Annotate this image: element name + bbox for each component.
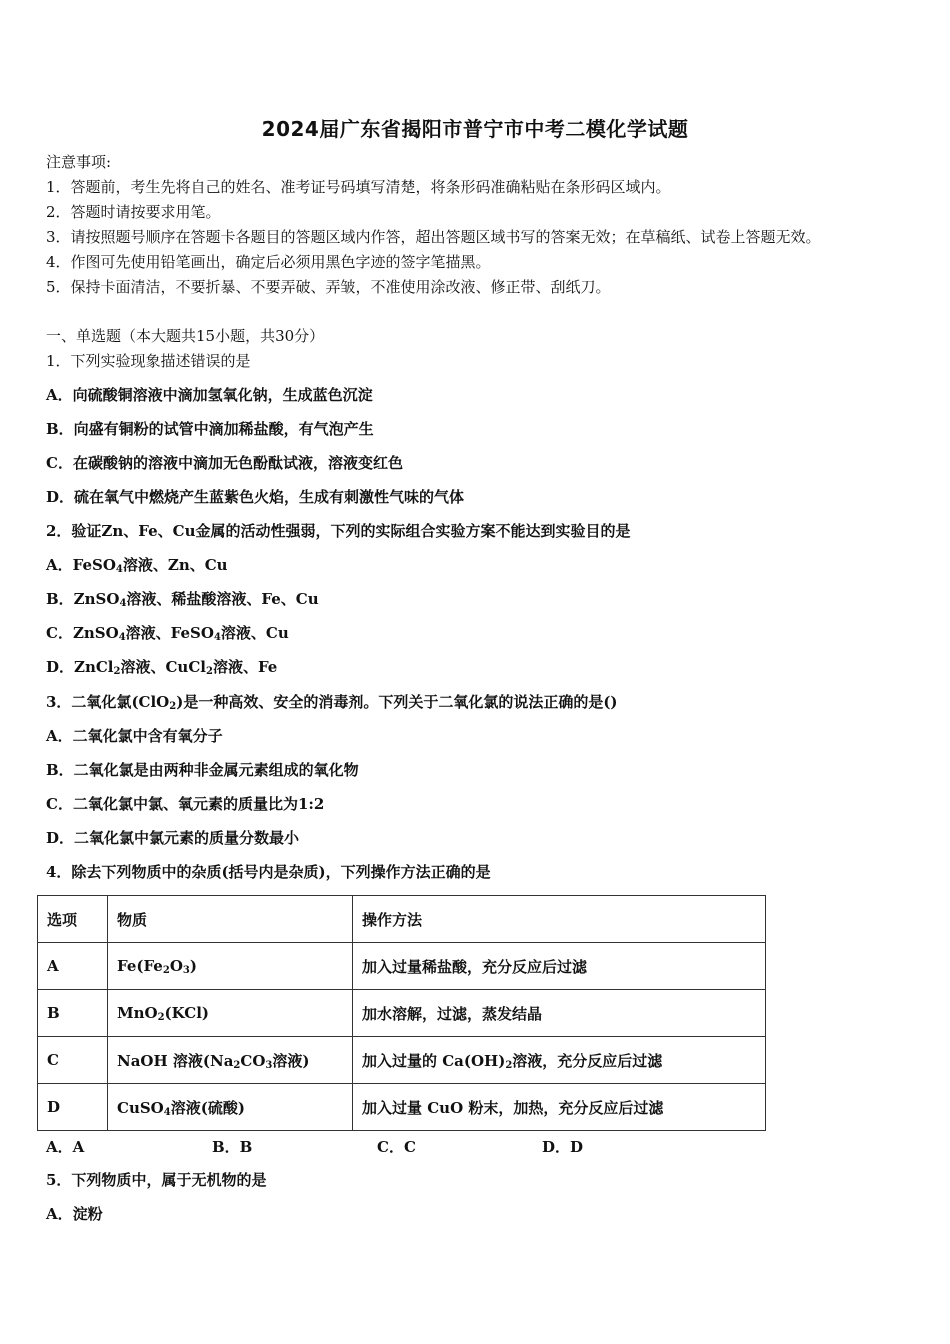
q5-option-a: A．淀粉 (46, 1205, 103, 1223)
q4-stem: 4．除去下列物质中的杂质(括号内是杂质)，下列操作方法正确的是 (46, 863, 491, 881)
table-header-row (38, 896, 766, 943)
table-cell-option: C (38, 1037, 108, 1084)
table-cell-method: 加水溶解，过滤，蒸发结晶 (353, 990, 766, 1037)
section-heading: 一、单选题（本大题共15小题，共30分） (46, 327, 325, 345)
q3-option-c: C．二氧化氯中氯、氧元素的质量比为1:2 (46, 795, 325, 813)
q3-option-a: A．二氧化氯中含有氧分子 (46, 727, 223, 745)
q1-option-a: A．向硫酸铜溶液中滴加氢氧化钠，生成蓝色沉淀 (46, 386, 373, 404)
table-row (38, 990, 766, 1037)
q4-answer-c: C．C (377, 1138, 416, 1156)
table-row (38, 1084, 766, 1131)
table-cell-option: B (38, 990, 108, 1037)
notes-heading: 注意事项: (46, 153, 112, 171)
table-cell-method: 加入过量 CuO 粉末，加热，充分反应后过滤 (353, 1084, 766, 1131)
q4-answer-b: B．B (212, 1138, 253, 1156)
table-cell-method: 加入过量的 $Ca(OH)_2$溶液，充分反应后过滤 (353, 1037, 766, 1084)
q4-table (37, 895, 766, 1131)
note-item: 1．答题前，考生先将自己的姓名、准考证号码填写清楚，将条形码准确粘贴在条形码区域内。 (46, 178, 671, 196)
note-item: 5．保持卡面清洁，不要折暴、不要弄破、弄皱，不准使用涂改液、修正带、刮纸刀。 (46, 278, 611, 296)
table-cell-substance: $Fe(Fe_2O_3)$ (108, 943, 353, 990)
table-header-cell: 选项 (38, 896, 108, 943)
q1-option-b: B．向盛有铜粉的试管中滴加稀盐酸，有气泡产生 (46, 420, 374, 438)
note-item: 2．答题时请按要求用笔。 (46, 203, 221, 221)
table-row (38, 943, 766, 990)
page-title: 2024届广东省揭阳市普宁市中考二模化学试题 (261, 117, 689, 141)
q1-option-d: D．硫在氧气中燃烧产生蓝紫色火焰，生成有刺激性气味的气体 (46, 488, 465, 506)
q3-stem: 3．二氧化氯(ClO$_2$)是一种高效、安全的消毒剂。下列关于二氧化氯的说法正确的是() (46, 693, 618, 712)
table-header-cell: 操作方法 (353, 896, 766, 943)
table-header-cell: 物质 (108, 896, 353, 943)
q4-answer-a: A．A (46, 1138, 85, 1156)
q3-option-d: D．二氧化氯中氯元素的质量分数最小 (46, 829, 300, 847)
q2-option-d: D．ZnCl$_2$溶液、CuCl$_2$溶液、Fe (46, 658, 278, 677)
table-cell-option: A (38, 943, 108, 990)
note-item: 3．请按照题号顺序在答题卡各题目的答题区域内作答，超出答题区域书写的答案无效；在草稿纸、试卷上答题无效。 (46, 228, 821, 246)
table-cell-substance: NaOH 溶液($Na_2CO_3$溶液) (108, 1037, 353, 1084)
q2-stem: 2．验证Zn、Fe、Cu金属的活动性强弱，下列的实际组合实验方案不能达到实验目的是 (46, 522, 631, 540)
q4-answer-d: D．D (542, 1138, 584, 1156)
q2-option-c: C．ZnSO$_4$溶液、FeSO$_4$溶液、Cu (46, 624, 289, 643)
q2-option-a: A．FeSO$_4$溶液、Zn、Cu (46, 556, 228, 575)
table-cell-option: D (38, 1084, 108, 1131)
table-row (38, 1037, 766, 1084)
q1-option-c: C．在碳酸钠的溶液中滴加无色酚酞试液，溶液变红色 (46, 454, 403, 472)
q3-option-b: B．二氧化氯是由两种非金属元素组成的氧化物 (46, 761, 359, 779)
q5-stem: 5．下列物质中，属于无机物的是 (46, 1171, 267, 1189)
table-cell-substance: MnO$_2$(KCl) (108, 990, 353, 1037)
q1-stem: 1．下列实验现象描述错误的是 (46, 352, 251, 370)
table-cell-method: 加入过量稀盐酸，充分反应后过滤 (353, 943, 766, 990)
table-cell-substance: CuSO$_4$溶液(硫酸) (108, 1084, 353, 1131)
note-item: 4．作图可先使用铅笔画出，确定后必须用黑色字迹的签字笔描黑。 (46, 253, 491, 271)
q2-option-b: B．ZnSO$_4$溶液、稀盐酸溶液、Fe、Cu (46, 590, 319, 609)
